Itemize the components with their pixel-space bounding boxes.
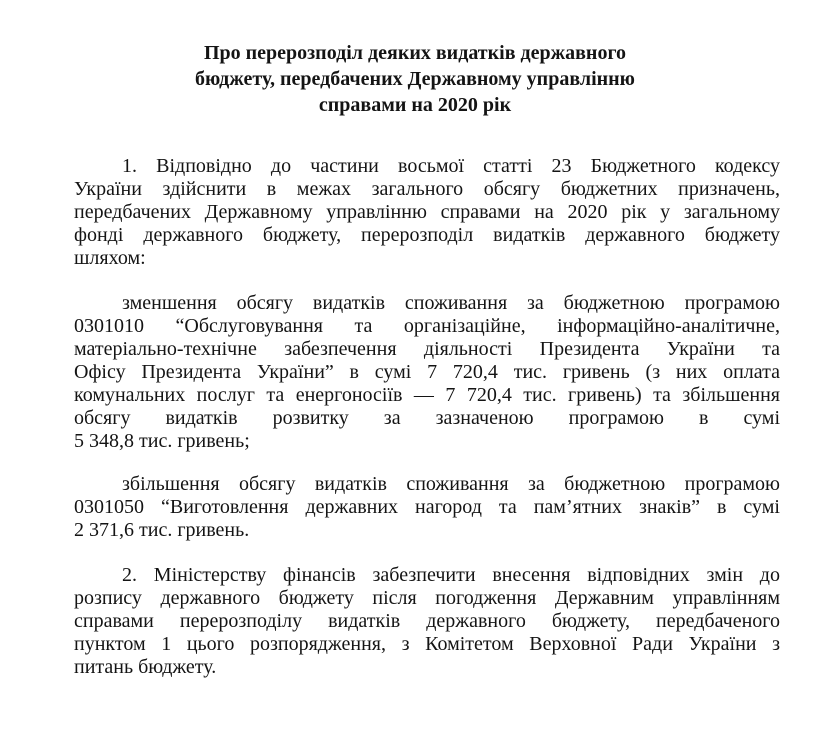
title-line: справами на 2020 рік [318,94,512,116]
text-line: України здійснити в межах загального обсягу бюджетних призначень, [74,178,780,200]
text-line: 2. Міністерству фінансів забезпечити внесення відповідних змін до [122,564,780,586]
text-line: справами перерозподілу видатків державного бюджету, передбаченого [74,610,780,632]
text-line: питань бюджету. [74,656,217,678]
title-line: Про перерозподіл деяких видатків державного [203,42,627,64]
text-line: 2 371,6 тис. гривень. [74,519,250,541]
document-body [74,155,780,679]
text-line: матеріально-технічне забезпечення діяльності Президента України та [74,338,780,360]
text-line: шляхом: [74,247,146,269]
text-line: зменшення обсягу видатків споживання за бюджетною програмою [122,292,780,314]
text-line: 1. Відповідно до частини восьмої статті 23 Бюджетного кодексу [122,155,780,177]
text-line: передбачених Державному управлінню справами на 2020 рік у загальному [74,201,780,223]
text-line: пунктом 1 цього розпорядження, з Комітетом Верховної Ради України з [74,633,780,655]
paragraph-increase [74,473,780,542]
text-line: розпису державного бюджету після погодження Державним управлінням [74,587,780,609]
text-line: 0301010 “Обслуговування та організаційне, інформаційно-аналітичне, [74,315,780,337]
text-line: збільшення обсягу видатків споживання за бюджетною програмою [122,473,780,495]
text-line: обсягу видатків розвитку за зазначеною програмою в сумі [74,407,780,429]
text-line: фонді державного бюджету, перерозподіл видатків державного бюджету [74,224,780,246]
text-line: 0301050 “Виготовлення державних нагород та пам’ятних знаків” в сумі [74,496,780,518]
paragraph-2 [74,564,780,679]
title-line: бюджету, передбачених Державному управлінню [195,68,635,90]
text-line: комунальних послуг та енергоносіїв — 7 720,4 тис. гривень) та збільшення [74,384,780,406]
paragraph-reduction [74,292,780,453]
paragraph-1 [74,155,780,270]
text-line: Офісу Президента України” в сумі 7 720,4 тис. гривень (з них оплата [74,361,780,383]
text-line: 5 348,8 тис. гривень; [74,430,250,452]
document-title [90,40,740,118]
